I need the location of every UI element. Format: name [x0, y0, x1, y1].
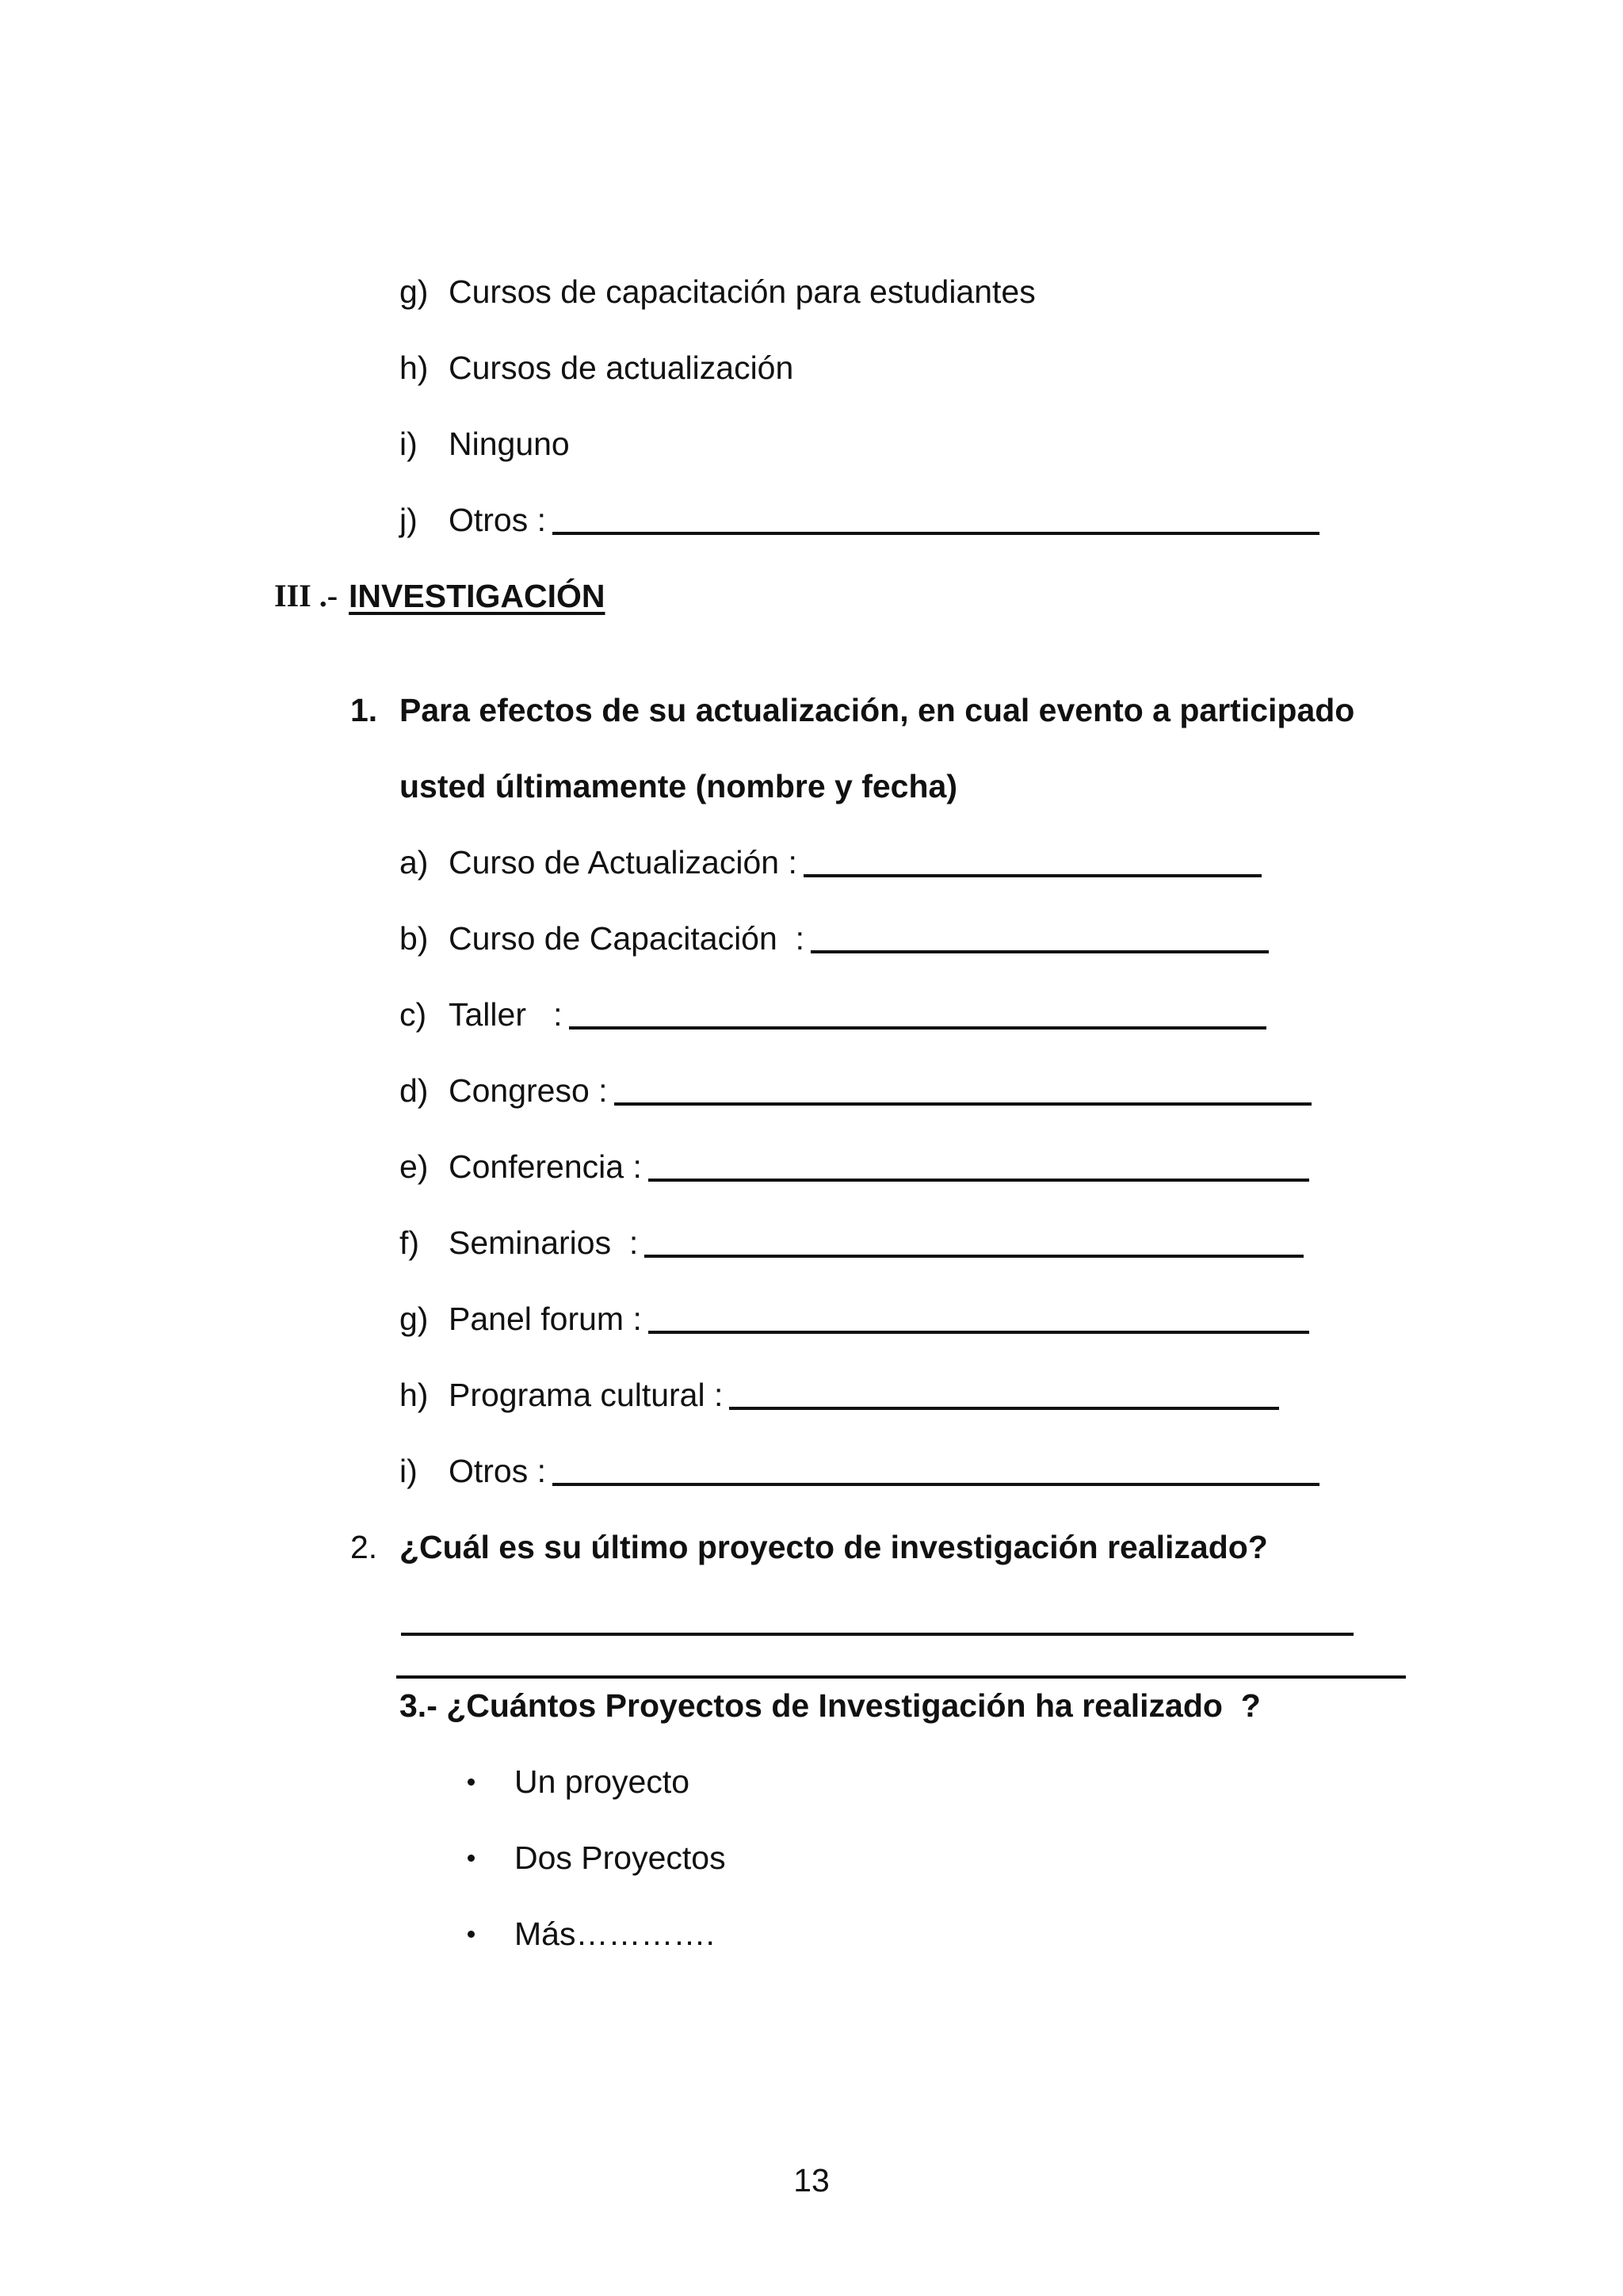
item-text: Cursos de capacitación para estudiantes — [449, 273, 1036, 310]
bullet-text: Más…………. — [514, 1915, 715, 1952]
question-text-line1: Para efectos de su actualización, en cual evento a participado — [399, 691, 1355, 728]
answer-line[interactable] — [729, 1380, 1279, 1410]
item-text: Curso de Capacitación : — [449, 919, 804, 957]
bullet-icon — [468, 1931, 475, 1938]
item-text: Conferencia : — [449, 1148, 642, 1185]
item-text: Curso de Actualización : — [449, 843, 797, 881]
item-label: a) — [399, 843, 429, 881]
answer-line[interactable] — [811, 923, 1269, 953]
list-item — [399, 1371, 1279, 1419]
item-text: Programa cultural : — [449, 1376, 724, 1413]
item-label: f) — [399, 1224, 420, 1261]
bullet-icon — [468, 1855, 475, 1862]
list-item — [399, 496, 1319, 544]
list-item — [399, 1143, 1309, 1190]
question-number: 2. — [350, 1528, 378, 1565]
item-label: g) — [399, 1300, 429, 1337]
list-item — [399, 344, 793, 392]
item-label: h) — [399, 349, 429, 386]
answer-line[interactable] — [644, 1228, 1304, 1258]
question-text: 3.- ¿Cuántos Proyectos de Investigación ha realizado ? — [399, 1687, 1261, 1724]
question-text-line2: usted últimamente (nombre y fecha) — [399, 767, 957, 804]
answer-line[interactable] — [804, 847, 1262, 877]
item-label: c) — [399, 995, 427, 1033]
answer-line[interactable] — [396, 1675, 1406, 1679]
item-text: Otros : — [449, 501, 547, 538]
question-number: 1. — [350, 691, 378, 728]
item-label: b) — [399, 919, 429, 957]
question-text: ¿Cuál es su último proyecto de investigación realizado? — [399, 1528, 1268, 1565]
list-item — [399, 915, 1269, 962]
item-text: Otros : — [449, 1452, 547, 1489]
bullet-icon — [468, 1778, 475, 1786]
question-3 — [399, 1682, 1261, 1729]
bullet-item — [468, 1910, 715, 1958]
list-item — [399, 991, 1266, 1038]
question-2 — [350, 1523, 1268, 1571]
section-number: III .- — [274, 578, 338, 613]
page-number: 13 — [793, 2162, 830, 2199]
item-text: Panel forum : — [449, 1300, 642, 1337]
section-heading — [274, 572, 605, 620]
item-label: j) — [399, 501, 418, 538]
section-title: INVESTIGACIÓN — [349, 577, 605, 614]
answer-line[interactable] — [648, 1304, 1309, 1334]
item-text: Ninguno — [449, 425, 570, 462]
list-item — [399, 1295, 1309, 1343]
list-item — [399, 268, 1036, 315]
answer-line[interactable] — [552, 1456, 1319, 1486]
list-item — [399, 1067, 1312, 1114]
list-item — [399, 1219, 1304, 1266]
item-text: Congreso : — [449, 1072, 608, 1109]
list-item — [399, 1447, 1319, 1495]
item-label: e) — [399, 1148, 429, 1185]
list-item — [399, 420, 570, 468]
bullet-item — [468, 1758, 689, 1805]
answer-line[interactable] — [569, 999, 1266, 1030]
answer-line[interactable] — [648, 1152, 1309, 1182]
answer-line[interactable] — [401, 1633, 1354, 1636]
question-1 — [350, 686, 1354, 734]
item-text: Seminarios : — [449, 1224, 639, 1261]
bullet-item — [468, 1834, 726, 1881]
item-label: d) — [399, 1072, 429, 1109]
answer-line[interactable] — [614, 1075, 1312, 1106]
bullet-text: Dos Proyectos — [514, 1839, 726, 1876]
list-item — [399, 839, 1262, 886]
item-label: i) — [399, 425, 418, 462]
bullet-text: Un proyecto — [514, 1763, 690, 1800]
question-1-continued — [399, 762, 957, 810]
item-label: g) — [399, 273, 429, 310]
item-label: i) — [399, 1452, 418, 1489]
item-text: Taller : — [449, 995, 563, 1033]
answer-line[interactable] — [552, 505, 1319, 535]
item-text: Cursos de actualización — [449, 349, 794, 386]
item-label: h) — [399, 1376, 429, 1413]
